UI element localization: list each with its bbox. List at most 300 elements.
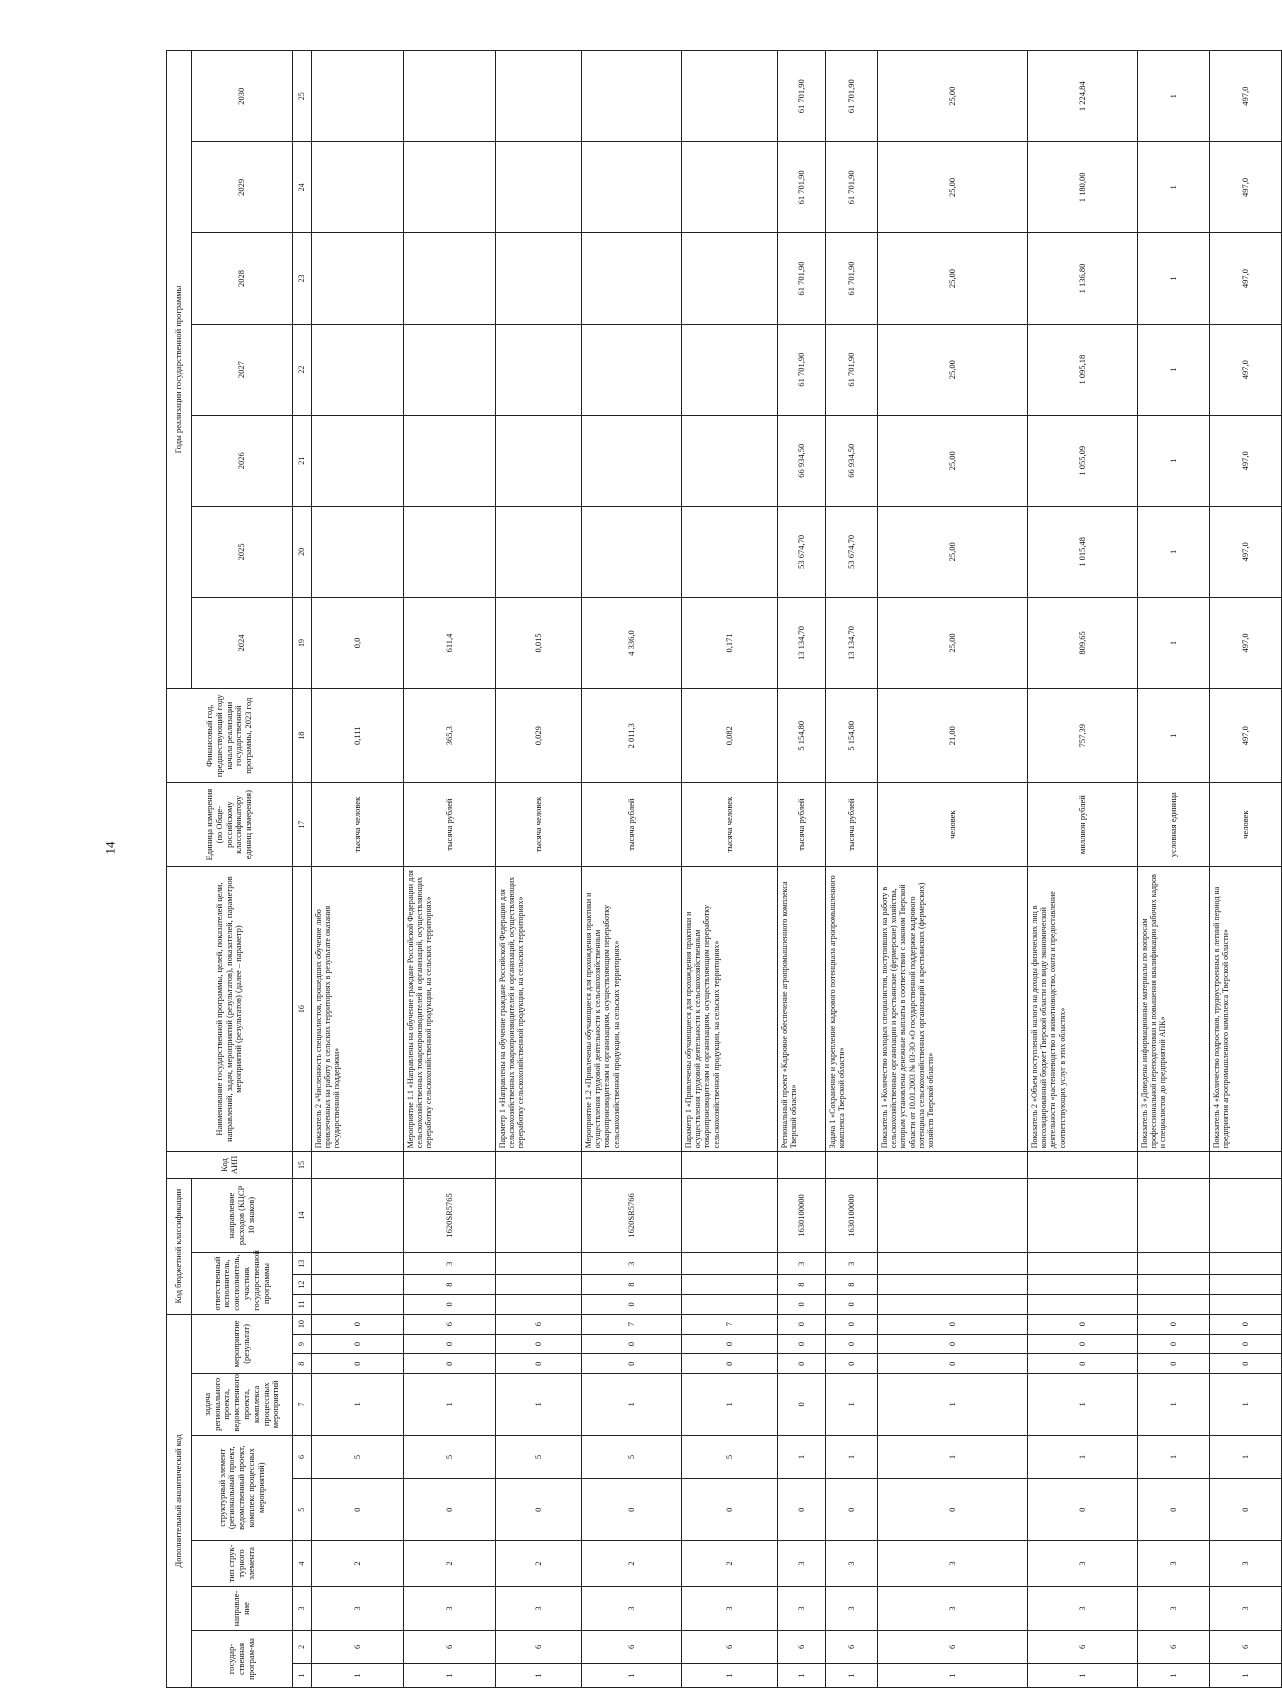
prev-year-value: 5 154,80 xyxy=(778,689,826,783)
code-cell: 2 xyxy=(582,1540,682,1586)
year-value: 53 674,70 xyxy=(826,506,878,597)
table-row xyxy=(1028,51,1138,1688)
header-prev-year: Финансовый год, предшествующий году начала реализации государственной программы, 2023 год xyxy=(167,689,293,783)
code-cell: 0 xyxy=(878,1314,1028,1334)
code-cell xyxy=(1028,1253,1138,1275)
year-value xyxy=(312,324,404,415)
code-cell: 3 xyxy=(878,1540,1028,1586)
item-name: Задача 1 «Сохранение и укрепление кадрового потенциала агропромышленного комплекса Тверской области» xyxy=(826,866,878,1151)
year-value: 61 701,90 xyxy=(826,233,878,324)
header-aip-code: Код АИП xyxy=(167,1152,293,1178)
code-cell: 1 xyxy=(582,1374,682,1435)
code-cell: 0 xyxy=(1210,1479,1282,1540)
code-cell: 1630100000 xyxy=(778,1178,826,1253)
year-value xyxy=(312,233,404,324)
year-value xyxy=(682,142,778,233)
header-dop-code: Дополнительный аналитический код xyxy=(167,1314,192,1687)
code-cell: 1 xyxy=(682,1663,778,1687)
code-cell xyxy=(1028,1275,1138,1295)
year-value xyxy=(682,324,778,415)
code-cell: 3 xyxy=(1028,1540,1138,1586)
year-value: 497,0 xyxy=(1210,415,1282,506)
code-cell: 7 xyxy=(582,1314,682,1334)
code-cell xyxy=(1028,1178,1138,1253)
year-value: 0,0 xyxy=(312,597,404,688)
code-cell: 5 xyxy=(404,1435,496,1479)
header-event: мероприятие (результат) xyxy=(192,1314,293,1373)
code-cell: 0 xyxy=(1210,1354,1282,1374)
code-cell: 0 xyxy=(826,1334,878,1354)
item-name: Параметр 1 «Привлечены обучающиеся для прохождения практики и осуществления трудовой деятельности к сельскохозяйственным товаропроизводителям и организациям, осуществляющим переработку сельскохозяйственной продукции, на сельских территориях» xyxy=(682,866,778,1151)
prev-year-value: 1 xyxy=(1138,689,1210,783)
code-cell xyxy=(582,1152,682,1178)
year-value: 66 934,50 xyxy=(826,415,878,506)
year-value: 53 674,70 xyxy=(778,506,826,597)
year-value: 61 701,90 xyxy=(826,142,878,233)
code-cell: 0 xyxy=(682,1334,778,1354)
code-cell xyxy=(1210,1178,1282,1253)
code-cell xyxy=(312,1152,404,1178)
year-value: 61 701,90 xyxy=(826,324,878,415)
code-cell: 0 xyxy=(878,1479,1028,1540)
year-value: 25,00 xyxy=(878,506,1028,597)
prev-year-value: 757,39 xyxy=(1028,689,1138,783)
year-value: 0,015 xyxy=(496,597,582,688)
code-cell: 1 xyxy=(826,1663,878,1687)
year-value: 1 xyxy=(1138,142,1210,233)
year-value: 497,0 xyxy=(1210,324,1282,415)
code-cell: 3 xyxy=(1210,1587,1282,1631)
unit-cell: тысяча рублей xyxy=(826,783,878,866)
code-cell xyxy=(1138,1152,1210,1178)
column-number: 18 xyxy=(293,689,312,783)
item-name: Параметр 1 «Направлены на обучение граждане Российской Федерации для сельскохозяйственных товаропроизводителей и организаций, осуществляющих переработку сельскохозяйственной продукции, на сельских территориях» xyxy=(496,866,582,1151)
unit-cell: тысяча рублей xyxy=(404,783,496,866)
year-value: 497,0 xyxy=(1210,142,1282,233)
year-value xyxy=(312,415,404,506)
code-cell xyxy=(878,1178,1028,1253)
year-value xyxy=(682,51,778,142)
unit-cell: тысяча человек xyxy=(682,783,778,866)
code-cell xyxy=(312,1253,404,1275)
table-row xyxy=(404,51,496,1688)
year-value: 13 134,70 xyxy=(778,597,826,688)
item-name: Показатель 4 «Количество подростков, трудоустроенных в летний период на предприятия агропромышленного комплекса Тверской области» xyxy=(1210,866,1282,1151)
code-cell: 1 xyxy=(1028,1374,1138,1435)
year-value: 25,00 xyxy=(878,597,1028,688)
unit-cell: тысяча рублей xyxy=(582,783,682,866)
code-cell xyxy=(312,1178,404,1253)
column-number: 24 xyxy=(293,142,312,233)
code-cell: 0 xyxy=(312,1334,404,1354)
header-year: 2029 xyxy=(192,142,293,233)
code-cell: 0 xyxy=(778,1314,826,1334)
year-value xyxy=(496,324,582,415)
code-cell xyxy=(404,1152,496,1178)
table-row xyxy=(682,51,778,1688)
year-value xyxy=(312,506,404,597)
code-cell: 0 xyxy=(1028,1479,1138,1540)
code-cell: 1 xyxy=(1138,1663,1210,1687)
code-cell: 8 xyxy=(826,1275,878,1295)
code-cell: 0 xyxy=(778,1374,826,1435)
code-cell: 6 xyxy=(878,1630,1028,1663)
code-cell: 8 xyxy=(582,1275,682,1295)
year-value: 1 xyxy=(1138,597,1210,688)
column-number: 17 xyxy=(293,783,312,866)
code-cell: 6 xyxy=(1138,1630,1210,1663)
code-cell xyxy=(1210,1152,1282,1178)
item-name: Показатель 3 «Доведены информационные материалы по вопросам профессиональной переподготовки и повышения квалификации рабочих кадров и специалистов до предприятий АПК» xyxy=(1138,866,1210,1151)
column-number: 23 xyxy=(293,233,312,324)
code-cell: 1 xyxy=(496,1663,582,1687)
code-cell: 1 xyxy=(878,1435,1028,1479)
code-cell: 1 xyxy=(496,1374,582,1435)
code-cell: 0 xyxy=(312,1354,404,1374)
code-cell xyxy=(496,1152,582,1178)
prev-year-value: 5 154,80 xyxy=(826,689,878,783)
year-value: 1 224,84 xyxy=(1028,51,1138,142)
code-cell: 0 xyxy=(778,1354,826,1374)
code-cell: 1620SR5765 xyxy=(404,1178,496,1253)
year-value xyxy=(682,506,778,597)
column-number: 5 xyxy=(293,1479,312,1540)
code-cell xyxy=(682,1275,778,1295)
year-value xyxy=(582,51,682,142)
header-budget-code: Код бюджетной классификации xyxy=(167,1178,192,1314)
unit-cell: тысяча человек xyxy=(496,783,582,866)
code-cell: 0 xyxy=(312,1314,404,1334)
column-number: 3 xyxy=(293,1587,312,1631)
year-value: 1 015,48 xyxy=(1028,506,1138,597)
code-cell xyxy=(1210,1253,1282,1275)
year-value: 61 701,90 xyxy=(778,324,826,415)
code-cell: 1 xyxy=(312,1374,404,1435)
code-cell: 1 xyxy=(778,1435,826,1479)
column-number: 15 xyxy=(293,1152,312,1178)
code-cell xyxy=(1138,1178,1210,1253)
code-cell: 0 xyxy=(496,1334,582,1354)
table-row xyxy=(778,51,826,1688)
code-cell: 0 xyxy=(682,1354,778,1374)
column-number: 21 xyxy=(293,415,312,506)
column-number: 13 xyxy=(293,1253,312,1275)
code-cell xyxy=(682,1152,778,1178)
code-cell: 1 xyxy=(778,1663,826,1687)
code-cell: 2 xyxy=(404,1540,496,1586)
year-value xyxy=(404,233,496,324)
year-value: 1 xyxy=(1138,324,1210,415)
year-value: 497,0 xyxy=(1210,233,1282,324)
code-cell: 0 xyxy=(404,1479,496,1540)
code-cell xyxy=(1210,1294,1282,1314)
code-cell: 1 xyxy=(826,1435,878,1479)
year-value xyxy=(582,324,682,415)
code-cell: 6 xyxy=(404,1630,496,1663)
year-value: 1 095,18 xyxy=(1028,324,1138,415)
column-number: 1 xyxy=(293,1663,312,1687)
year-value xyxy=(312,51,404,142)
code-cell: 6 xyxy=(496,1314,582,1334)
code-cell: 6 xyxy=(778,1630,826,1663)
code-cell xyxy=(1138,1253,1210,1275)
code-cell: 0 xyxy=(826,1294,878,1314)
code-cell: 3 xyxy=(878,1587,1028,1631)
code-cell: 3 xyxy=(582,1253,682,1275)
header-expense: направление расходов (КЦСР 10 знаков) xyxy=(192,1178,293,1253)
code-cell xyxy=(682,1253,778,1275)
header-years-group: Годы реализации государственной программы xyxy=(167,51,192,689)
code-cell: 1 xyxy=(1210,1435,1282,1479)
code-cell: 6 xyxy=(312,1630,404,1663)
code-cell: 0 xyxy=(1138,1314,1210,1334)
year-value xyxy=(582,415,682,506)
table-body xyxy=(312,51,1282,1688)
code-cell: 5 xyxy=(582,1435,682,1479)
year-value: 0,171 xyxy=(682,597,778,688)
code-cell: 0 xyxy=(1210,1314,1282,1334)
code-cell: 1 xyxy=(878,1374,1028,1435)
prev-year-value: 0,082 xyxy=(682,689,778,783)
year-value xyxy=(404,324,496,415)
year-value: 4 336,0 xyxy=(582,597,682,688)
code-cell: 3 xyxy=(682,1587,778,1631)
column-number: 14 xyxy=(293,1178,312,1253)
code-cell: 6 xyxy=(826,1630,878,1663)
code-cell: 1620SR5766 xyxy=(582,1178,682,1253)
header-year: 2024 xyxy=(192,597,293,688)
code-cell: 1 xyxy=(1028,1663,1138,1687)
code-cell: 0 xyxy=(1028,1334,1138,1354)
code-cell: 6 xyxy=(582,1630,682,1663)
code-cell: 0 xyxy=(826,1354,878,1374)
code-cell xyxy=(312,1294,404,1314)
code-cell: 0 xyxy=(1138,1334,1210,1354)
year-value: 61 701,90 xyxy=(826,51,878,142)
code-cell: 3 xyxy=(826,1253,878,1275)
code-cell: 5 xyxy=(312,1435,404,1479)
code-cell xyxy=(1138,1275,1210,1295)
table-row xyxy=(1138,51,1210,1688)
unit-cell: человек xyxy=(1210,783,1282,866)
code-cell: 3 xyxy=(1210,1540,1282,1586)
code-cell: 0 xyxy=(1028,1354,1138,1374)
table-row xyxy=(582,51,682,1688)
header-type: тип струк-турного элемента xyxy=(192,1540,293,1586)
code-cell xyxy=(1028,1294,1138,1314)
item-name: Показатель 1 «Количество молодых специалистов, поступивших на работу в сельскохозяйственные организации и крестьянские (фермерские) хозяйства, которым установлены денежные выплаты в соответствии с законом Тверской области от 10.01.2003 № 03-ЗО «О государственной поддержке кадрового потенциала сельскохозяйственных организаций и крестьянских (фермерских) хозяйств Тверской области» xyxy=(878,866,1028,1151)
year-value xyxy=(404,142,496,233)
header-year: 2028 xyxy=(192,233,293,324)
code-cell: 6 xyxy=(496,1630,582,1663)
program-table xyxy=(166,50,1282,1688)
year-value: 13 134,70 xyxy=(826,597,878,688)
table-row xyxy=(312,51,404,1688)
year-value xyxy=(582,142,682,233)
code-cell: 6 xyxy=(404,1314,496,1334)
year-value: 809,65 xyxy=(1028,597,1138,688)
year-value: 1 136,80 xyxy=(1028,233,1138,324)
code-cell: 3 xyxy=(778,1253,826,1275)
code-cell: 8 xyxy=(404,1275,496,1295)
table-row xyxy=(496,51,582,1688)
item-name: Показатель 2 «Численность специалистов, прошедших обучение либо привлеченных на работу в сельских территориях в результате оказания государственной поддержки» xyxy=(312,866,404,1151)
code-cell xyxy=(682,1294,778,1314)
code-cell: 7 xyxy=(682,1314,778,1334)
header-dir: направле-ние xyxy=(192,1587,293,1631)
code-cell: 0 xyxy=(496,1479,582,1540)
header-name: Наименование государственной программы, целей, показателей цели, направлений, задач, мероприятий (результатов), показателей, параметров мероприятий (результатов) (далее – параметр) xyxy=(167,866,293,1151)
code-cell: 3 xyxy=(496,1587,582,1631)
year-value xyxy=(404,506,496,597)
year-value: 1 xyxy=(1138,233,1210,324)
header-year: 2030 xyxy=(192,51,293,142)
year-value xyxy=(404,51,496,142)
code-cell: 0 xyxy=(826,1479,878,1540)
prev-year-value: 497,0 xyxy=(1210,689,1282,783)
code-cell: 1 xyxy=(682,1374,778,1435)
code-cell: 0 xyxy=(404,1334,496,1354)
code-cell: 0 xyxy=(496,1354,582,1374)
code-cell: 6 xyxy=(682,1630,778,1663)
code-cell: 5 xyxy=(682,1435,778,1479)
code-cell: 3 xyxy=(1138,1540,1210,1586)
code-cell xyxy=(878,1294,1028,1314)
code-cell: 1 xyxy=(1210,1663,1282,1687)
code-cell xyxy=(778,1152,826,1178)
code-cell: 1 xyxy=(1028,1435,1138,1479)
rotated-sheet xyxy=(166,50,1250,1688)
code-cell: 0 xyxy=(1138,1354,1210,1374)
code-cell: 3 xyxy=(1138,1587,1210,1631)
year-value: 1 xyxy=(1138,415,1210,506)
year-value xyxy=(496,233,582,324)
code-cell xyxy=(1210,1275,1282,1295)
table-row xyxy=(1210,51,1282,1688)
code-cell: 1 xyxy=(404,1374,496,1435)
year-value xyxy=(682,415,778,506)
year-value: 1 180,00 xyxy=(1028,142,1138,233)
code-cell xyxy=(496,1275,582,1295)
year-value xyxy=(312,142,404,233)
code-cell: 1 xyxy=(1210,1374,1282,1435)
code-cell: 0 xyxy=(778,1334,826,1354)
unit-cell: миллион рублей xyxy=(1028,783,1138,866)
column-number: 22 xyxy=(293,324,312,415)
code-cell: 2 xyxy=(312,1540,404,1586)
code-cell: 0 xyxy=(582,1354,682,1374)
column-number: 25 xyxy=(293,51,312,142)
year-value xyxy=(582,506,682,597)
code-cell: 0 xyxy=(404,1354,496,1374)
item-name: Мероприятие 1.1 «Направлены на обучение граждане Российской Федерации для сельскохозяйственных товаропроизводителей и организаций, осуществляющих переработку сельскохозяйственной продукции, на сельских территориях» xyxy=(404,866,496,1151)
header-unit: Единица измерения (по Обще-российскому классификатору единиц измерения) xyxy=(167,783,293,866)
code-cell: 1630100000 xyxy=(826,1178,878,1253)
unit-cell: тысяча человек xyxy=(312,783,404,866)
page-number: 14 xyxy=(102,841,118,855)
column-number: 7 xyxy=(293,1374,312,1435)
code-cell: 1 xyxy=(312,1663,404,1687)
code-cell xyxy=(1138,1294,1210,1314)
year-value: 1 xyxy=(1138,51,1210,142)
code-cell: 0 xyxy=(582,1479,682,1540)
column-number: 8 xyxy=(293,1354,312,1374)
code-cell: 3 xyxy=(404,1253,496,1275)
year-value: 25,00 xyxy=(878,51,1028,142)
year-value: 1 055,09 xyxy=(1028,415,1138,506)
year-value xyxy=(496,51,582,142)
code-cell: 2 xyxy=(682,1540,778,1586)
header-year: 2025 xyxy=(192,506,293,597)
column-number: 11 xyxy=(293,1294,312,1314)
code-cell: 0 xyxy=(878,1334,1028,1354)
code-cell: 1 xyxy=(826,1374,878,1435)
item-name: Мероприятие 1.2 «Привлечены обучающиеся для прохождения практики и осуществления трудовой деятельности к сельскохозяйственным товаропроизводителям и организациям, осуществляющим переработку сельскохозяйственной продукции, на сельских территориях» xyxy=(582,866,682,1151)
code-cell: 3 xyxy=(312,1587,404,1631)
column-number: 10 xyxy=(293,1314,312,1334)
header-year: 2027 xyxy=(192,324,293,415)
unit-cell: тысяча рублей xyxy=(778,783,826,866)
code-cell: 6 xyxy=(1210,1630,1282,1663)
table-row xyxy=(826,51,878,1688)
code-cell: 3 xyxy=(404,1587,496,1631)
code-cell: 3 xyxy=(1028,1587,1138,1631)
code-cell xyxy=(878,1152,1028,1178)
year-value: 25,00 xyxy=(878,324,1028,415)
code-cell: 0 xyxy=(878,1354,1028,1374)
code-cell: 0 xyxy=(778,1479,826,1540)
code-cell xyxy=(826,1152,878,1178)
code-cell: 1 xyxy=(878,1663,1028,1687)
code-cell: 1 xyxy=(582,1663,682,1687)
year-value xyxy=(582,233,682,324)
year-value: 497,0 xyxy=(1210,597,1282,688)
column-number: 19 xyxy=(293,597,312,688)
code-cell: 5 xyxy=(496,1435,582,1479)
header-gp: государ-ственная програм-ма xyxy=(192,1630,293,1687)
year-value: 497,0 xyxy=(1210,506,1282,597)
unit-cell: условная единица xyxy=(1138,783,1210,866)
prev-year-value: 0,111 xyxy=(312,689,404,783)
year-value: 25,00 xyxy=(878,415,1028,506)
code-cell: 0 xyxy=(778,1294,826,1314)
year-value xyxy=(682,233,778,324)
code-cell: 0 xyxy=(1138,1479,1210,1540)
column-number: 4 xyxy=(293,1540,312,1586)
year-value xyxy=(496,415,582,506)
year-value: 25,00 xyxy=(878,233,1028,324)
code-cell: 0 xyxy=(404,1294,496,1314)
code-cell xyxy=(312,1275,404,1295)
table-row xyxy=(878,51,1028,1688)
column-number: 12 xyxy=(293,1275,312,1295)
code-cell xyxy=(496,1294,582,1314)
code-cell xyxy=(496,1178,582,1253)
code-cell: 1 xyxy=(1138,1374,1210,1435)
year-value: 61 701,90 xyxy=(778,51,826,142)
code-cell xyxy=(1028,1152,1138,1178)
year-value: 66 934,50 xyxy=(778,415,826,506)
prev-year-value: 0,029 xyxy=(496,689,582,783)
code-cell: 1 xyxy=(404,1663,496,1687)
item-name: Показатель 2 «Объем поступлений налога на доходы физических лиц в консолидированный бюджет Тверской области по виду экономической деятельности «растениеводство и животноводство, охота и предоставление соответствующих услуг в этих областях» xyxy=(1028,866,1138,1151)
code-cell: 0 xyxy=(582,1334,682,1354)
year-value: 61 701,90 xyxy=(778,233,826,324)
year-value: 25,00 xyxy=(878,142,1028,233)
code-cell: 0 xyxy=(312,1479,404,1540)
code-cell: 0 xyxy=(826,1314,878,1334)
code-cell: 2 xyxy=(496,1540,582,1586)
